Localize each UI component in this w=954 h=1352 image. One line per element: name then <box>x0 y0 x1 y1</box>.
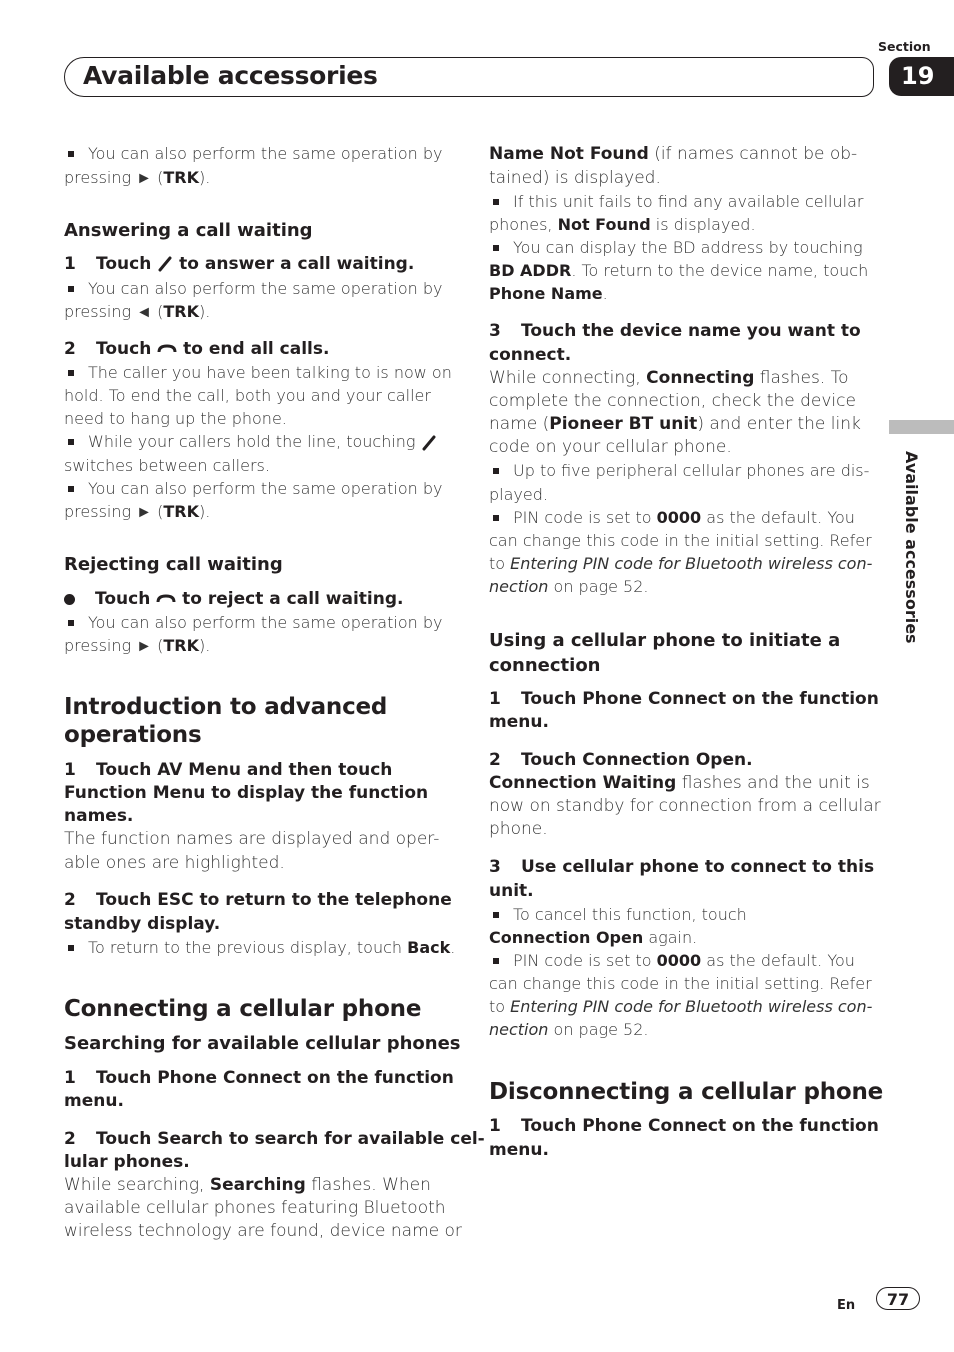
note: You can also perform the same operation by <box>64 142 442 165</box>
note: pressing ► (TRK). <box>64 168 211 187</box>
note: switches between callers. <box>64 456 270 475</box>
step: menu. <box>489 712 549 732</box>
subheading-searching: Searching for available cellular phones <box>64 1033 461 1054</box>
note: While your callers hold the line, touching <box>64 430 437 453</box>
step: Function Menu to display the function <box>64 783 429 803</box>
phone-answer-icon <box>157 256 173 272</box>
step: 1 Touch Phone Connect on the function <box>489 1116 879 1136</box>
note: played. <box>489 485 548 504</box>
subheading-using: Using a cellular phone to initiate a <box>489 630 841 651</box>
note: To cancel this function, touch <box>489 903 747 926</box>
step: 1 Touch to answer a call waiting. <box>64 254 415 274</box>
step: 2 Touch Search to search for available cel- <box>64 1129 485 1149</box>
step: 2 Touch ESC to return to the telephone <box>64 890 452 910</box>
note: hold. To end the call, both you and your caller <box>64 386 431 405</box>
note: Up to five peripheral cellular phones are dis- <box>489 459 869 482</box>
step: 1 Touch Phone Connect on the function <box>64 1068 454 1088</box>
bullet-icon <box>68 945 74 951</box>
bullet-icon <box>493 245 499 251</box>
step: unit. <box>489 881 534 901</box>
body-text: available cellular phones featuring Bluetooth <box>64 1198 446 1218</box>
note: phones, Not Found is displayed. <box>489 215 756 234</box>
subheading-rejecting: Rejecting call waiting <box>64 554 283 575</box>
step: 2 Touch Connection Open. <box>489 750 753 770</box>
note: to Entering PIN code for Bluetooth wireless con- <box>489 997 873 1016</box>
section-heading: Connecting a cellular phone <box>64 996 422 1022</box>
step: menu. <box>489 1140 549 1160</box>
note: You can also perform the same operation by <box>64 277 442 300</box>
note: pressing ► (TRK). <box>64 636 211 655</box>
body-text: name (Pioneer BT unit) and enter the link <box>489 414 861 434</box>
note: need to hang up the phone. <box>64 409 287 428</box>
step: standby display. <box>64 914 221 934</box>
note: can change this code in the initial setting. Refer <box>489 531 872 550</box>
bullet-icon <box>493 199 499 205</box>
phone-hangup-icon <box>156 593 176 605</box>
phone-answer-icon <box>421 435 437 451</box>
note: PIN code is set to 0000 as the default. You <box>489 949 855 972</box>
body-text: phone. <box>489 819 548 839</box>
section-heading: Disconnecting a cellular phone <box>489 1079 884 1105</box>
note: You can also perform the same operation by <box>64 611 442 634</box>
note: pressing ◄ (TRK). <box>64 302 211 321</box>
note: If this unit fails to find any available cellular <box>489 190 863 213</box>
page-title: Available accessories <box>83 61 378 90</box>
section-number-badge: 19 <box>889 57 954 96</box>
note: can change this code in the initial setting. Refer <box>489 974 872 993</box>
subheading-answering: Answering a call waiting <box>64 220 313 241</box>
step: 2 Touch to end all calls. <box>64 339 330 359</box>
bullet-icon <box>493 958 499 964</box>
note: to Entering PIN code for Bluetooth wireless con- <box>489 554 873 573</box>
body-text: The function names are displayed and oper- <box>64 829 440 849</box>
bullet-icon <box>493 515 499 521</box>
note: To return to the previous display, touch Back. <box>64 936 455 959</box>
step: 3 Use cellular phone to connect to this <box>489 857 875 877</box>
step: Touch to reject a call waiting. <box>64 588 403 611</box>
body-text: tained) is displayed. <box>489 168 661 188</box>
bullet-dot-icon <box>64 594 75 605</box>
bullet-icon <box>68 486 74 492</box>
section-heading: Introduction to advanced <box>64 694 388 720</box>
section-heading: operations <box>64 722 202 748</box>
note: pressing ► (TRK). <box>64 502 211 521</box>
step: connect. <box>489 345 572 365</box>
body-text: Connection Waiting flashes and the unit is <box>489 773 870 793</box>
note: nection on page 52. <box>489 577 649 596</box>
note: PIN code is set to 0000 as the default. You <box>489 506 855 529</box>
step: 1 Touch AV Menu and then touch <box>64 760 393 780</box>
bullet-icon <box>68 151 74 157</box>
bullet-icon <box>68 620 74 626</box>
note: The caller you have been talking to is now on <box>64 361 452 384</box>
language-label: En <box>837 1298 856 1313</box>
step: lular phones. <box>64 1152 190 1172</box>
step: 1 Touch Phone Connect on the function <box>489 689 879 709</box>
note: Phone Name. <box>489 284 608 303</box>
bullet-icon <box>68 286 74 292</box>
step: menu. <box>64 1091 124 1111</box>
body-text: now on standby for connection from a cellular <box>489 796 881 816</box>
note: You can also perform the same operation by <box>64 477 442 500</box>
side-tab-bar <box>889 420 954 434</box>
body-text: wireless technology are found, device name or <box>64 1221 462 1241</box>
section-label: Section <box>878 39 931 54</box>
phone-hangup-icon <box>157 343 177 355</box>
body-text: While searching, Searching flashes. When <box>64 1175 431 1195</box>
body-text: able ones are highlighted. <box>64 853 285 873</box>
side-tab-label: Available accessories <box>902 451 921 644</box>
note: Connection Open again. <box>489 928 698 947</box>
step: 3 Touch the device name you want to <box>489 321 861 341</box>
bullet-icon <box>493 468 499 474</box>
step: names. <box>64 806 134 826</box>
bullet-icon <box>68 370 74 376</box>
subheading-using: connection <box>489 655 601 676</box>
body-text: While connecting, Connecting flashes. To <box>489 368 849 388</box>
note: nection on page 52. <box>489 1020 649 1039</box>
body-text: code on your cellular phone. <box>489 437 732 457</box>
page-number: 77 <box>876 1287 920 1310</box>
note: BD ADDR. To return to the device name, touch <box>489 261 869 280</box>
body-text: complete the connection, check the device <box>489 391 856 411</box>
bullet-icon <box>493 912 499 918</box>
bullet-icon <box>68 439 74 445</box>
note: You can display the BD address by touching <box>489 236 863 259</box>
body-text: Name Not Found (if names cannot be ob- <box>489 144 858 164</box>
